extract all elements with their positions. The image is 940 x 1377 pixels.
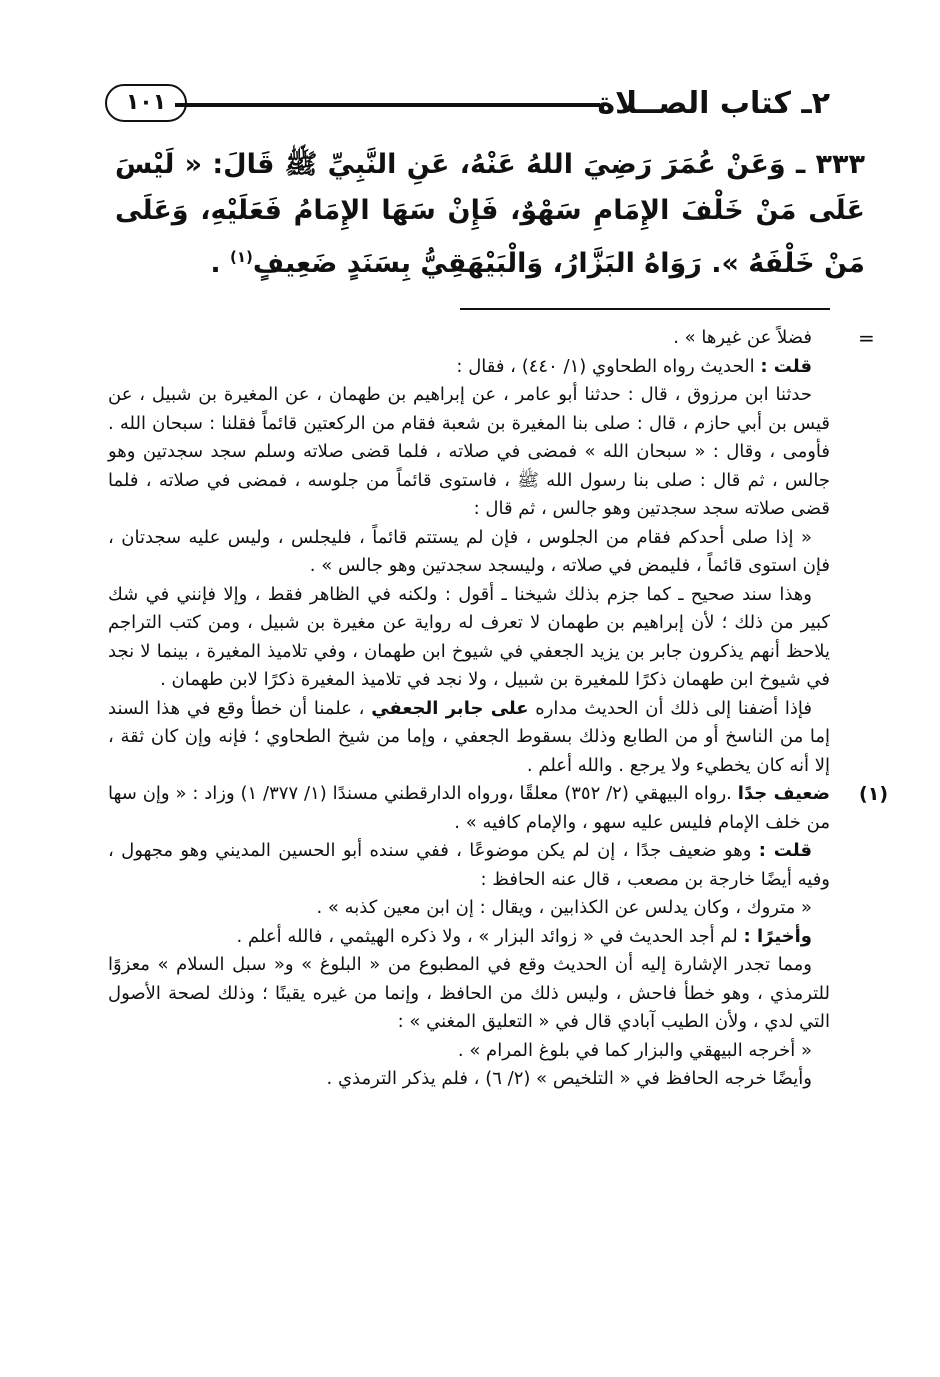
inline-label: قلت : (760, 355, 812, 377)
paragraph-text: لم أجد الحديث في « زوائد البزار » ، ولا ذكره الهيثمي ، فالله أعلم . (236, 925, 744, 947)
paragraph-text: .رواه البيهقي (٢/ ٣٥٢) معلقًا ،ورواه الدارقطني مسندًا (١/ ٣٧٧/ ١) وزاد : « وإن سها من خلف الإمام فليس عليه سهو ، والإمام كافيه » . (108, 783, 830, 833)
footnote-separator (460, 308, 830, 310)
paragraph-text: وهو ضعيف جدًا ، إن لم يكن موضوعًا ، ففي سنده أبو الحسين المديني وهو مجهول ، وفيه أيضًا خارجة بن مصعب ، قال عنه الحافظ : (108, 840, 830, 890)
footnote-paragraph: فضلاً عن غيرها » . (673, 327, 812, 348)
inline-label: قلت : (758, 840, 812, 861)
footnote-paragraph: « متروك ، وكان يدلس عن الكذابين ، ويقال : إن ابن معين كذبه » . (316, 897, 812, 918)
hadith-block (115, 142, 865, 287)
footnote-paragraph: وهذا سند صحيح ـ كما جزم بذلك شيخنا ـ أقول : ولكنه في الظاهر فقط ، وإلا فإنني في شك كبير من ذلك ؛ لأن إبراهيم بن طهمان لا تعرف له رواية عن مغيرة بن شبيل ، ومن كتب التراجم يلاحظ أنهم يذكرون جابر بن يزيد الجعفي في شيوخ ابن طهمان ، وفي تلاميذ المغيرة ، بينما لا نجد في شيوخ ابن طهمان ذكرًا للمغيرة بن شبيل ، ولا نجد في تلاميذ المغيرة ذكرًا لابن طهمان . (108, 583, 830, 690)
paragraph-text: الحديث رواه الطحاوي (١/ ٤٤٠) ، فقال : (456, 355, 761, 377)
footnote-paragraph: « أخرجه البيهقي والبزار كما في بلوغ المرام » . (457, 1039, 812, 1061)
footnote-ref: (١) (230, 248, 253, 266)
hadith-text: وَعَنْ عُمَرَ رَضِيَ اللهُ عَنْهُ، عَنِ النَّبِيِّ ﷺ قَالَ: « لَيْسَ عَلَى مَنْ خَلْفَ الإِمَامِ سَهْوٌ، فَإِنْ سَهَا الإِمَامُ فَعَلَيْهِ، وَعَلَى مَنْ خَلْفَهُ ». رَوَاهُ البَزَّارُ، وَالْبَيْهَقِيُّ بِسَنَدٍ ضَعِيفٍ (115, 149, 865, 279)
page-number: ١٠١ (105, 84, 187, 122)
footnote-paragraph: وأيضًا خرجه الحافظ في « التلخيص » (٢/ ٦) ، فلم يذكر الترمذي . (326, 1068, 812, 1089)
footnote-paragraph (108, 695, 830, 781)
footnote-paragraph: « إذا صلى أحدكم فقام من الجلوس ، فإن لم يستتم قائماً ، فليجلس ، وليس عليه سجدتان ، فإن استوى قائماً ، فليمض في صلاته ، وليسجد سجدتين وهو جالس » . (108, 526, 830, 576)
header-rule (175, 103, 600, 107)
paragraph-text: ، علمنا أن خطأ وقع في هذا السند إما من الناسخ أو من الطابع وذلك بسقوط الجعفي ، وإما من شيخ الطحاوي ؛ فإنه وإن كان ثقة ، إلا أنه كان يخطيء ولا يرجع . والله أعلم . (108, 697, 830, 776)
chapter-title: ٢ـ كتاب الصــلاة (597, 86, 830, 121)
footnote-paragraph: حدثنا ابن مرزوق ، قال : حدثنا أبو عامر ، عن إبراهيم بن طهمان ، عن المغيرة بن شبيل ، عن قيس بن أبي حازم ، قال : صلى بنا المغيرة بن شعبة فقام من الركعتين قائماً فقلنا : سبحان الله . فأومى ، وقال : « سبحان الله » فمضى في صلاته ، فلما قضى صلاته وسلم سجد سجدتين وهو جالس ، ثم قال : صلى بنا رسول الله ﷺ ، فاستوى قائماً من جلوسه ، فمضى في صلاته ، فلما قضى صلاته سجد سجدتين وهو جالس ، ثم قال : (108, 384, 830, 519)
footnote-paragraph: ومما تجدر الإشارة إليه أن الحديث وقع في المطبوع من « البلوغ » و« سبل السلام » معزوًا للترمذي ، وهو خطأ فاحش ، وليس ذلك من الحافظ ، وإنما من غيره يقينًا ؛ وذلك لصحة الأصول التي لدي ، ولأن الطيب آبادي قال في « التعليق المغني » : (108, 954, 830, 1032)
footnote-paragraph (108, 837, 830, 894)
footnote-1 (108, 780, 888, 837)
continuation-mark: = (858, 326, 875, 350)
footnotes (108, 324, 888, 1094)
paragraph-text: فإذا أضفنا إلى ذلك أن الحديث مداره (528, 697, 812, 719)
footnote-paragraph (108, 353, 830, 382)
running-header (105, 84, 830, 134)
grading-label: ضعيف جدًا (737, 783, 830, 804)
hadith-end: . (210, 248, 230, 279)
footnote-marker: (١) (859, 783, 888, 805)
footnote-paragraph (108, 923, 830, 952)
inline-label: وأخيرًا : (743, 925, 812, 947)
hadith-number: ٣٣٣ ـ (796, 149, 865, 180)
emphasis-text: على جابر الجعفي (371, 697, 529, 719)
